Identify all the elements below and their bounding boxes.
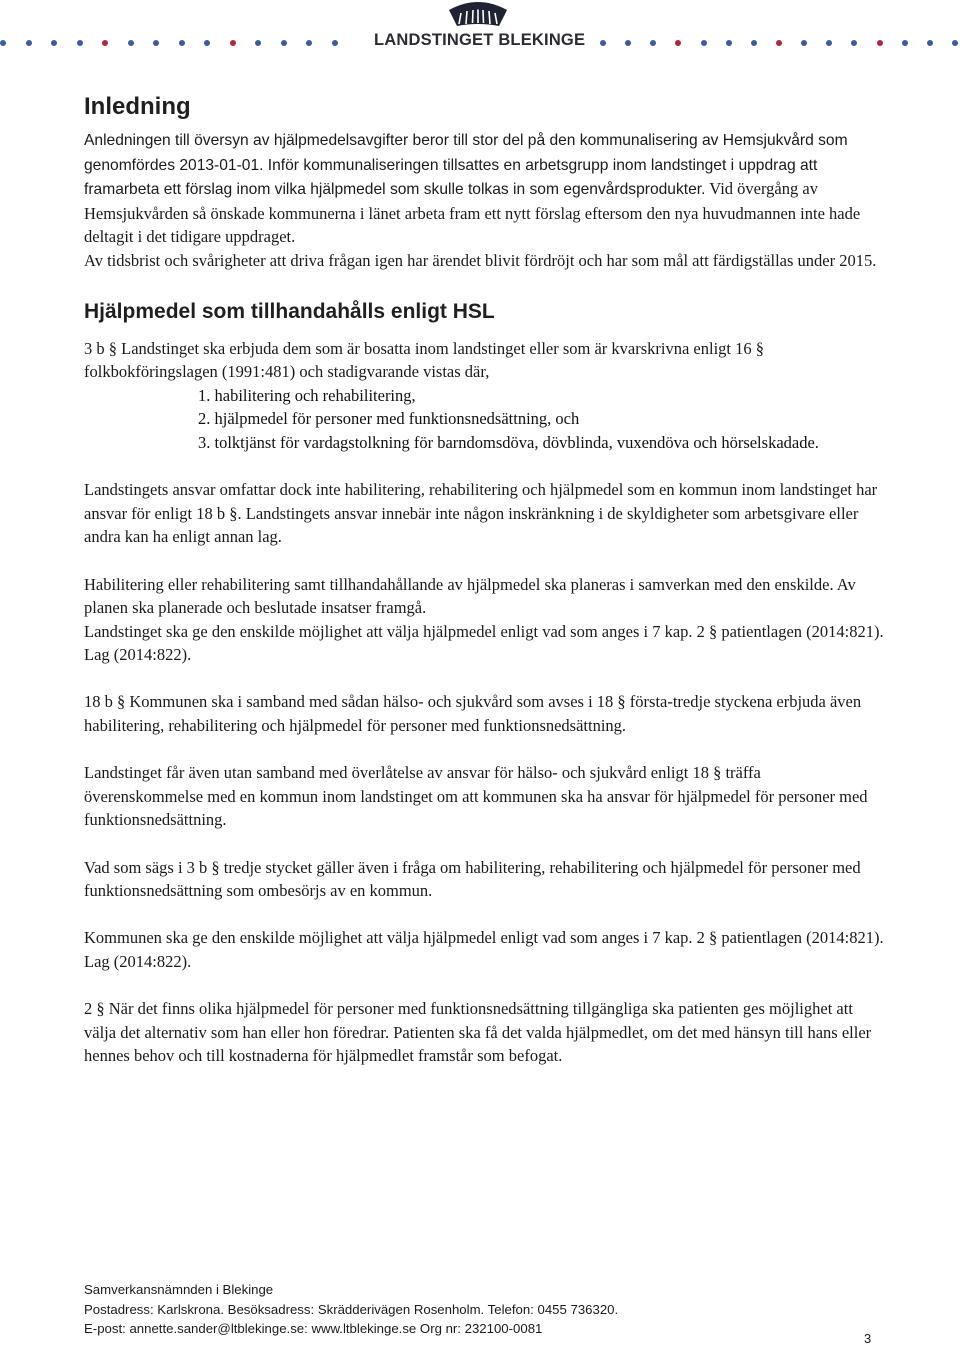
decorative-dot xyxy=(826,40,832,46)
footer-org: Samverkansnämnden i Blekinge xyxy=(84,1282,274,1297)
decorative-dot xyxy=(0,40,6,46)
decorative-dot xyxy=(281,40,287,46)
decorative-dot xyxy=(877,40,883,46)
decorative-dot xyxy=(851,40,857,46)
hsl-list xyxy=(84,384,884,455)
decorative-dot xyxy=(625,40,631,46)
logo-text: LANDSTINGET BLEKINGE xyxy=(374,31,586,49)
page-footer xyxy=(84,1280,784,1339)
list-item: 3. tolktjänst för vardagstolkning för barndomsdöva, dövblinda, vuxendöva och hörselskadade. xyxy=(198,432,819,452)
landstinget-logo-icon xyxy=(447,0,509,28)
intro-paragraph-1 xyxy=(84,128,884,249)
page-header xyxy=(0,0,960,60)
decorative-dot xyxy=(650,40,656,46)
decorative-dot-row-right xyxy=(600,40,960,48)
decorative-dot-row-left xyxy=(0,40,340,48)
section-heading-hsl: Hjälpmedel som tillhandahålls enligt HSL xyxy=(84,299,495,323)
decorative-dot xyxy=(255,40,261,46)
decorative-dot xyxy=(701,40,707,46)
decorative-dot xyxy=(77,40,83,46)
hsl-paragraph-3a: Habilitering eller rehabilitering samt tillhandahållande av hjälpmedel ska planeras i samverkan med den enskilde. Av planen ska planerade och beslutade insatser framgå. xyxy=(84,574,856,618)
decorative-dot xyxy=(179,40,185,46)
decorative-dot xyxy=(902,40,908,46)
list-item: 1. habilitering och rehabilitering, xyxy=(198,385,416,405)
decorative-dot xyxy=(204,40,210,46)
footer-contact: E-post: annette.sander@ltblekinge.se: www.ltblekinge.se Org nr: 232100-0081 xyxy=(84,1321,543,1336)
decorative-dot xyxy=(26,40,32,46)
section-heading-intro: Inledning xyxy=(84,93,191,120)
decorative-dot xyxy=(306,40,312,46)
page-number: 3 xyxy=(864,1331,872,1346)
hsl-paragraph-2: Landstingets ansvar omfattar dock inte habilitering, rehabilitering och hjälpmedel som en kommun inom landstinget har ansvar för enligt 18 b §. Landstingets ansvar innebär inte någon inskränkning i de skyldigheter som arbetsgivare eller andra kan ha enligt annan lag. xyxy=(84,480,878,547)
decorative-dot xyxy=(600,40,606,46)
hsl-paragraph-4: 18 b § Kommunen ska i samband med sådan hälso- och sjukvård som avses i 18 § första-tredje styckena erbjuda även habilitering, rehabilitering och hjälpmedel för personer med funktionsnedsättning. xyxy=(84,692,862,736)
hsl-paragraph-5: Landstinget får även utan samband med överlåtelse av ansvar för hälso- och sjukvård enligt 18 § träffa överenskommelse med en kommun inom landstinget om att kommunen ska ha ansvar för hjälpmedel för personer med funktionsnedsättning. xyxy=(84,763,868,830)
decorative-dot xyxy=(776,40,782,46)
decorative-dot xyxy=(751,40,757,46)
intro-paragraph-2: Av tidsbrist och svårigheter att driva frågan igen har ärendet blivit fördröjt och har som mål att färdigställas under 2015. xyxy=(84,250,877,270)
decorative-dot xyxy=(51,40,57,46)
decorative-dot xyxy=(952,40,958,46)
decorative-dot xyxy=(801,40,807,46)
hsl-paragraph-6: Vad som sägs i 3 b § tredje stycket gäller även i fråga om habilitering, rehabilitering och hjälpmedel för personer med funktionsnedsättning som ombesörjs av en kommun. xyxy=(84,857,861,901)
decorative-dot xyxy=(675,40,681,46)
hsl-paragraph-7: Kommunen ska ge den enskilde möjlighet att välja hjälpmedel enligt vad som anges i 7 kap. 2 § patientlagen (2014:821). Lag (2014:822). xyxy=(84,928,884,971)
decorative-dot xyxy=(230,40,236,46)
decorative-dot xyxy=(332,40,338,46)
intro-paragraph-1b: Vid övergång av Hemsjukvården så önskade kommunerna i länet arbeta fram ett nytt förslag eftersom den nya huvudmannen inte hade deltagit i det tidigare uppdraget. xyxy=(84,179,861,247)
hsl-paragraph-3b: Landstinget ska ge den enskilde möjlighet att välja hjälpmedel enligt vad som anges i 7 kap. 2 § patientlagen (2014:821). Lag (2014:822). xyxy=(84,621,884,665)
intro-paragraph-1a: Anledningen till översyn av hjälpmedelsavgifter beror till stor del på den kommunalisering av Hemsjukvård som genomfördes 2013-01-01. Inför kommunaliseringen tillsattes en arbetsgrupp inom landstinget i uppdrag att framarbeta ett förslag inom vilka hjälpmedel som skulle tolkas in som egenvårdsprodukter. xyxy=(84,132,848,199)
decorative-dot xyxy=(927,40,933,46)
hsl-paragraph-8: 2 § När det finns olika hjälpmedel för personer med funktionsnedsättning tillgängliga ska patienten ges möjlighet att välja det alternativ som han eller hon föredrar. Patienten ska få det valda hjälpmedlet, om det med hänsyn till hans eller hennes behov och till kostnaderna för hjälpmedlet framstår som befogat. xyxy=(84,999,872,1066)
decorative-dot xyxy=(102,40,108,46)
list-item: 2. hjälpmedel för personer med funktionsnedsättning, och xyxy=(198,409,580,429)
footer-address: Postadress: Karlskrona. Besöksadress: Skrädderivägen Rosenholm. Telefon: 0455 736320. xyxy=(84,1301,619,1317)
hsl-paragraph-1: 3 b § Landstinget ska erbjuda dem som är bosatta inom landstinget eller som är kvarskrivna enligt 16 § folkbokföringslagen (1991:481) och stadigvarande vistas där, xyxy=(84,338,765,382)
decorative-dot xyxy=(128,40,134,46)
decorative-dot xyxy=(726,40,732,46)
decorative-dot xyxy=(153,40,159,46)
main-content xyxy=(84,90,884,1068)
